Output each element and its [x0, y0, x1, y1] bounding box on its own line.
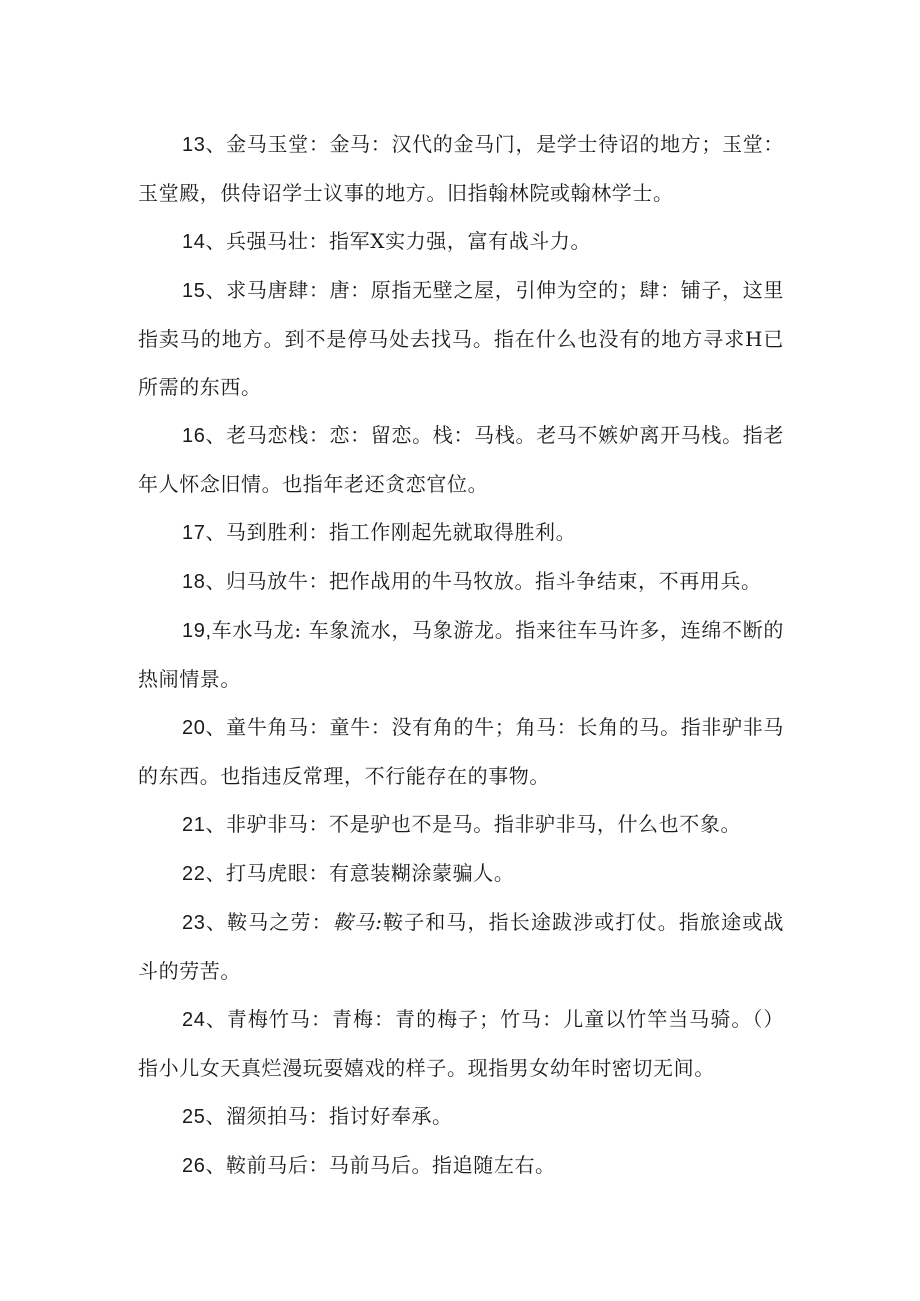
entry-number: 13: [182, 134, 206, 156]
idiom-entry-20: [138, 703, 784, 800]
entry-number: 23: [182, 912, 206, 934]
idiom-entry-16: [138, 411, 784, 508]
entry-text: 、青梅竹马：青梅：青的梅子；竹马：儿童以竹竿当马骑。（）指小儿女天真烂漫玩耍嬉戏的样子。现指男女幼年时密切无间。: [138, 1007, 784, 1080]
entry-text: 、马到胜利：指工作刚起先就取得胜利。: [205, 520, 577, 544]
idiom-entry-25: [138, 1092, 784, 1141]
entry-italic-term: 鞍马:: [332, 910, 383, 934]
idiom-entry-26: [138, 1141, 784, 1190]
idiom-entry-19: [138, 606, 784, 703]
idiom-entry-22: [138, 849, 784, 898]
idiom-entry-17: [138, 508, 784, 557]
entry-number: 17: [182, 522, 206, 544]
entry-number: 16: [182, 425, 206, 447]
entry-text: 、鞍前马后：马前马后。指追随左右。: [205, 1153, 556, 1177]
entry-text: 、归马放牛：把作战用的牛马牧放。指斗争结束，不再用兵。: [205, 569, 762, 593]
entry-text: 车水马龙: 车象流水，马象游龙。指来往车马许多，连绵不断的热闹情景。: [138, 618, 784, 691]
entry-text: 、鞍马之劳：: [205, 910, 333, 934]
idiom-list: [138, 120, 784, 1190]
entry-text: 、求马唐肆：唐：原指无壁之屋，引伸为空的；肆：铺子，这里指卖马的地方。到不是停马处去找马。指在什么也没有的地方寻求H已所需的东西。: [138, 278, 784, 399]
entry-number: 19,: [182, 620, 212, 642]
idiom-entry-21: [138, 800, 784, 849]
entry-number: 20: [182, 717, 206, 739]
idiom-entry-24: [138, 995, 784, 1092]
entry-text: 、金马玉堂：金马：汉代的金马门，是学士待诏的地方；玉堂：玉堂殿，供侍诏学士议事的地方。旧指翰林院或翰林学士。: [138, 132, 784, 205]
entry-text: 、童牛角马：童牛：没有角的牛；角马：长角的马。指非驴非马的东西。也指违反常理，不行能存在的事物。: [138, 715, 784, 788]
entry-text-rest: 鞍子和马，指长途跋涉或打仗。指旅途或战斗的劳苦。: [138, 910, 784, 983]
entry-number: 21: [182, 814, 206, 836]
entry-number: 14: [182, 231, 206, 253]
entry-number: 24: [182, 1009, 206, 1031]
idiom-entry-13: [138, 120, 784, 217]
entry-number: 26: [182, 1155, 206, 1177]
entry-text: 、兵强马壮：指军X实力强，富有战斗力。: [205, 229, 592, 253]
entry-text: 、打马虎眼：有意装糊涂蒙骗人。: [205, 861, 515, 885]
entry-number: 25: [182, 1106, 206, 1128]
idiom-entry-14: [138, 217, 784, 266]
entry-text: 、溜须拍马：指讨好奉承。: [205, 1104, 453, 1128]
entry-text: 、非驴非马：不是驴也不是马。指非驴非马，什么也不象。: [205, 812, 742, 836]
entry-number: 18: [182, 571, 206, 593]
entry-number: 22: [182, 863, 206, 885]
idiom-entry-18: [138, 557, 784, 606]
entry-number: 15: [182, 280, 206, 302]
idiom-entry-23: [138, 898, 784, 995]
entry-text: 、老马恋栈：恋：留恋。栈：马栈。老马不嫉妒离开马栈。指老年人怀念旧情。也指年老还贪恋官位。: [138, 423, 784, 496]
idiom-entry-15: [138, 266, 784, 411]
